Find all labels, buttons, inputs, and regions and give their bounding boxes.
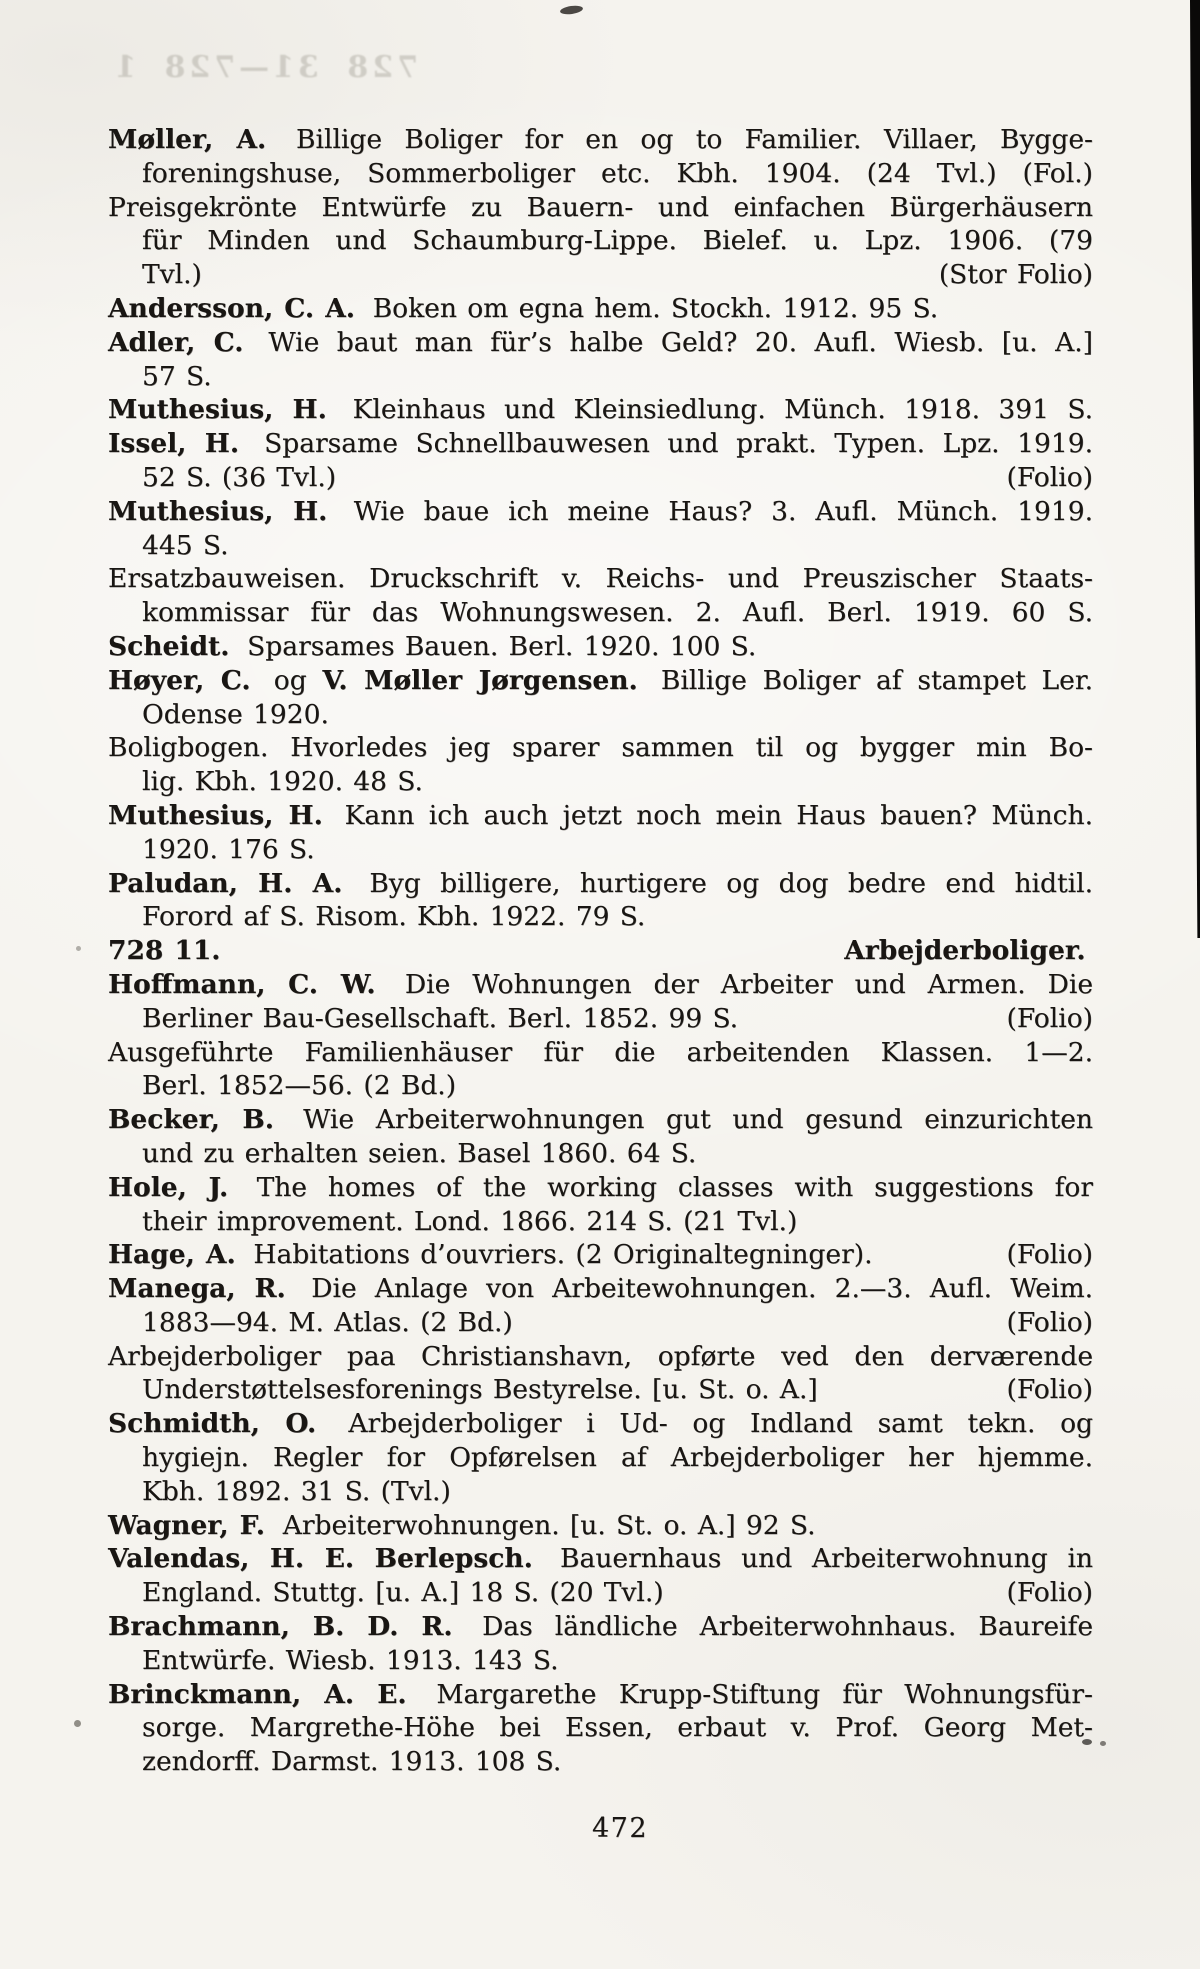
line-left <box>142 1306 513 1340</box>
bib-line <box>108 1373 1093 1407</box>
bib-line <box>108 1069 1093 1103</box>
bib-line <box>108 461 1093 495</box>
entry-text: (Folio) <box>1006 461 1093 493</box>
format-note <box>1007 1002 1093 1036</box>
author-name: Schmidth, O. <box>108 1408 317 1440</box>
entry-text: Billige Boliger af stampet Ler. <box>660 664 1094 696</box>
entry-text: Billige Boliger for en og to Familier. Villaer, Bygge- <box>296 124 1093 155</box>
entry-text: (Folio) <box>1006 1002 1093 1034</box>
entry-text: Ersatzbauweisen. Druckschrift v. Reichs- und Preuszischer Staats- <box>108 563 1093 595</box>
entry-text: für Minden und Schaumburg-Lippe. Bielef. u. Lpz. 1906. (79 <box>142 225 1093 257</box>
entry-text: Arbejderboliger paa Christianshavn, opførte ved den derværende <box>108 1340 1093 1372</box>
author-name: Paludan, H. A. <box>108 867 343 899</box>
bib-line <box>108 1407 1093 1441</box>
bib-line <box>108 698 1093 732</box>
entry-text: sorge. Margrethe-Höhe bei Essen, erbaut v. Prof. Georg Met- <box>142 1712 1093 1744</box>
bib-line <box>108 1542 1093 1576</box>
entry-text: Die Anlage von Arbeitewohnungen. 2.—3. Aufl. Weim. <box>311 1273 1093 1305</box>
bib-line <box>108 1711 1093 1745</box>
author-name: Becker, B. <box>108 1104 275 1136</box>
entry-text: (Folio) <box>1006 1239 1093 1271</box>
bib-line <box>108 1475 1093 1509</box>
bib-line <box>108 1576 1093 1610</box>
entry-text: Entwürfe. Wiesb. 1913. 143 S. <box>142 1644 559 1676</box>
author-name: Møller, A. <box>108 124 267 155</box>
entry-text: und zu erhalten seien. Basel 1860. 64 S. <box>142 1137 697 1169</box>
entry-text: Arbeiterwohnungen. [u. St. o. A.] 92 S. <box>282 1509 816 1541</box>
bib-line <box>108 1272 1093 1306</box>
entry-text: 1920. 176 S. <box>142 833 315 865</box>
entry-text: Margarethe Krupp-Stiftung für Wohnungsfür- <box>436 1678 1093 1710</box>
bib-line <box>108 1171 1093 1205</box>
author-name: Hage, A. <box>108 1239 236 1271</box>
entry-text: Wie baut man für’s halbe Geld? 20. Aufl. Wiesb. [u. A.] <box>268 326 1094 358</box>
bib-line <box>108 1137 1093 1171</box>
bib-line <box>108 1441 1093 1475</box>
bleedthrough-text: 728 31—728 1 <box>111 50 418 85</box>
entry-text: their improvement. Lond. 1866. 214 S. (21 Tvl.) <box>142 1205 798 1237</box>
bib-line <box>108 191 1093 225</box>
bib-line <box>108 1306 1093 1340</box>
bib-line <box>108 1238 1093 1272</box>
author-name: Muthesius, H. <box>108 495 328 527</box>
format-note <box>1007 461 1093 495</box>
bib-line <box>108 968 1093 1002</box>
bib-line <box>108 1678 1093 1712</box>
line-left <box>142 258 202 292</box>
entry-text: Die Wohnungen der Arbeiter und Armen. Die <box>404 968 1093 1000</box>
entry-text: Sparsames Bauen. Berl. 1920. 100 S. <box>247 630 757 662</box>
author-name: Andersson, C. A. <box>108 292 355 324</box>
line-left <box>142 1576 664 1610</box>
author-name: 728 11. <box>108 935 221 967</box>
scan-edge-band <box>1190 0 1200 938</box>
entry-text: Forord af S. Risom. Kbh. 1922. 79 S. <box>142 901 646 933</box>
line-left <box>108 1238 873 1272</box>
entry-text: 57 S. <box>142 360 212 392</box>
ink-speck <box>1100 1741 1106 1746</box>
entry-text: Ausgeführte Familienhäuser für die arbeitenden Klassen. 1—2. <box>108 1036 1093 1068</box>
format-note <box>939 258 1093 292</box>
entry-text: kommissar für das Wohnungswesen. 2. Aufl. Berl. 1919. 60 S. <box>142 597 1093 629</box>
bib-line <box>108 1340 1093 1374</box>
entry-text: Habitations d’ouvriers. (2 Originaltegninger). <box>253 1239 873 1271</box>
bib-line <box>108 157 1093 191</box>
entry-text: 52 S. (36 Tvl.) <box>142 461 337 493</box>
bib-line <box>108 1509 1093 1543</box>
line-left <box>142 1373 818 1407</box>
bib-line <box>108 258 1093 292</box>
entry-text: (Folio) <box>1006 1577 1093 1609</box>
entry-text: Kann ich auch jetzt noch mein Haus bauen? Münch. <box>344 799 1093 831</box>
bib-line <box>108 1610 1093 1644</box>
bib-line <box>108 1205 1093 1239</box>
bib-line <box>108 427 1093 461</box>
entry-text: (Folio) <box>1006 1306 1093 1338</box>
author-name: Hoffmann, C. W. <box>108 968 376 1000</box>
bib-line <box>108 393 1093 427</box>
entry-text: 1883—94. M. Atlas. (2 Bd.) <box>142 1306 513 1338</box>
entry-text: foreningshuse, Sommerboliger etc. Kbh. 1904. (24 Tvl.) (Fol.) <box>142 157 1093 189</box>
ink-speck <box>560 4 584 15</box>
author-name: Brinckmann, A. E. <box>108 1678 407 1710</box>
entry-text: Boligbogen. Hvorledes jeg sparer sammen til og bygger min Bo- <box>108 732 1093 764</box>
entry-text: England. Stuttg. [u. A.] 18 S. (20 Tvl.) <box>142 1577 664 1609</box>
bib-line <box>108 562 1093 596</box>
entry-text: Kleinhaus und Kleinsiedlung. Münch. 1918. 391 S. <box>352 394 1093 426</box>
bib-line <box>108 867 1093 901</box>
format-note <box>1007 1238 1093 1272</box>
ink-speck <box>74 1720 81 1727</box>
entry-text: Berliner Bau-Gesellschaft. Berl. 1852. 99 S. <box>142 1002 739 1034</box>
entry-text: Berl. 1852—56. (2 Bd.) <box>142 1070 457 1102</box>
bib-line <box>108 224 1093 258</box>
section-header <box>108 934 1093 968</box>
entry-text: (Stor Folio) <box>938 259 1093 291</box>
ink-speck <box>76 946 81 951</box>
entry-text: Byg billigere, hurtigere og dog bedre end hidtil. <box>369 867 1094 899</box>
section-title <box>844 934 1093 968</box>
entry-text: og <box>273 664 307 696</box>
entry-text: Kbh. 1892. 31 S. (Tvl.) <box>142 1475 451 1507</box>
entry-text: Sparsame Schnellbauwesen und prakt. Typen. Lpz. 1919. <box>264 428 1094 460</box>
bib-line <box>108 731 1093 765</box>
bib-line <box>108 326 1093 360</box>
bib-line <box>108 495 1093 529</box>
bib-line <box>108 765 1093 799</box>
format-note <box>1007 1306 1093 1340</box>
bib-line <box>108 799 1093 833</box>
entry-text: The homes of the working classes with suggestions for <box>256 1171 1094 1203</box>
page-number: 472 <box>591 1813 649 1844</box>
entry-text: Odense 1920. <box>142 698 329 730</box>
author-name: Arbejderboliger. <box>844 935 1086 967</box>
author-name: Valendas, H. E. Berlepsch. <box>108 1543 533 1575</box>
bib-line <box>108 1002 1093 1036</box>
bib-line <box>108 900 1093 934</box>
entry-text: Understøttelsesforenings Bestyrelse. [u. St. o. A.] <box>142 1374 818 1406</box>
entry-text: Arbejderboliger i Ud- og Indland samt tekn. og <box>348 1408 1094 1440</box>
author-name: Wagner, F. <box>108 1509 265 1541</box>
author-name: Muthesius, H. <box>108 394 327 426</box>
entry-text: Wie Arbeiterwohnungen gut und gesund einzurichten <box>303 1104 1093 1136</box>
entry-text: zendorff. Darmst. 1913. 108 S. <box>142 1746 562 1778</box>
entry-text: Boken om egna hem. Stockh. 1912. 95 S. <box>372 292 939 324</box>
bib-line <box>108 833 1093 867</box>
bib-line <box>108 1036 1093 1070</box>
entry-text: 445 S. <box>142 529 229 561</box>
entry-text: Tvl.) <box>142 259 202 291</box>
bib-line <box>108 630 1093 664</box>
text-block <box>108 123 1093 1779</box>
bib-line <box>108 529 1093 563</box>
entry-text: Das ländliche Arbeiterwohnhaus. Baureife <box>482 1611 1094 1643</box>
entry-text: lig. Kbh. 1920. 48 S. <box>142 766 423 798</box>
entry-text: Bauernhaus und Arbeiterwohnung in <box>560 1543 1094 1575</box>
author-name: V. Møller Jørgensen. <box>322 664 638 696</box>
line-left <box>142 461 336 495</box>
entry-text: Wie baue ich meine Haus? 3. Aufl. Münch. 1919. <box>353 495 1094 527</box>
bib-line <box>108 360 1093 394</box>
bib-line <box>108 1103 1093 1137</box>
entry-text: hygiejn. Regler for Opførelsen af Arbejderboliger her hjemme. <box>142 1442 1093 1474</box>
entry-text: Preisgekrönte Entwürfe zu Bauern- und einfachen Bürgerhäusern <box>108 191 1093 223</box>
format-note <box>1007 1576 1093 1610</box>
author-name: Muthesius, H. <box>108 799 323 831</box>
author-name: Issel, H. <box>108 428 240 460</box>
entry-text: (Folio) <box>1006 1374 1093 1406</box>
bib-line <box>108 123 1093 157</box>
author-name: Adler, C. <box>108 326 244 358</box>
bib-line <box>108 664 1093 698</box>
bib-line <box>108 292 1093 326</box>
bib-line <box>108 1644 1093 1678</box>
author-name: Høyer, C. <box>108 664 251 696</box>
bib-line <box>108 596 1093 630</box>
bib-line <box>108 1745 1093 1779</box>
section-number <box>108 934 228 968</box>
author-name: Manega, R. <box>108 1273 286 1305</box>
line-left <box>142 1002 738 1036</box>
format-note <box>1007 1373 1093 1407</box>
author-name: Brachmann, B. D. R. <box>108 1611 453 1643</box>
author-name: Hole, J. <box>108 1171 229 1203</box>
author-name: Scheidt. <box>108 630 230 662</box>
